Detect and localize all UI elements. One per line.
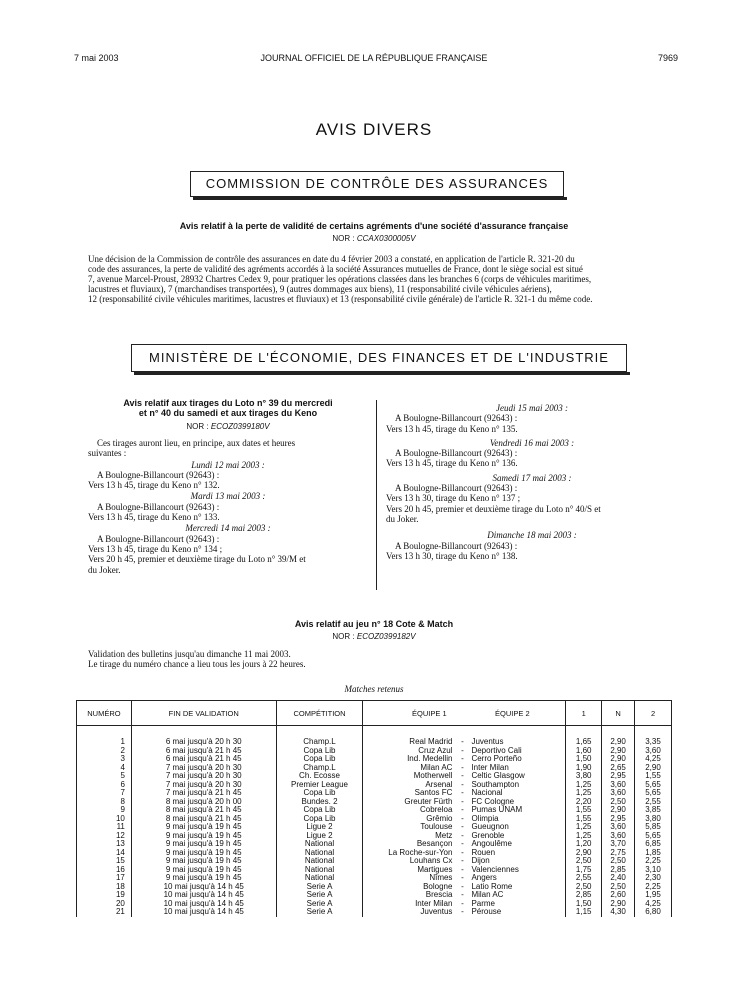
cell-equipes xyxy=(363,781,566,790)
body-line: code des assurances, la perte de validité des agréments accordés à la société Assurances mutuelles de France, dont le siège social est situé xyxy=(88,264,583,274)
team-separator: - xyxy=(461,839,464,848)
cell-numero: 20 xyxy=(77,900,132,909)
cell-equipes xyxy=(363,883,566,892)
cell-odds-n: 2,90 xyxy=(602,755,635,764)
cell-equipe-1: La Roche-sur-Yon xyxy=(388,847,453,857)
team-separator: - xyxy=(461,771,464,780)
header-journal: JOURNAL OFFICIEL DE LA RÉPUBLIQUE FRANÇAISE xyxy=(260,53,488,63)
team-separator: - xyxy=(461,890,464,899)
cell-equipe-1: Arsenal xyxy=(425,779,453,789)
team-separator: - xyxy=(461,864,464,874)
cell-equipe-2: Nacional xyxy=(471,788,503,797)
cell-equipe-1: Real Madrid xyxy=(409,737,453,746)
cell-odds-n: 2,90 xyxy=(602,747,635,756)
cell-equipes xyxy=(363,891,566,900)
cell-odds-n: 3,60 xyxy=(602,832,635,841)
cell-fin-validation: 8 mai jusqu'à 21 h 45 xyxy=(131,806,276,815)
cell-numero: 4 xyxy=(77,764,132,773)
cell-fin-validation: 7 mai jusqu'à 20 h 30 xyxy=(131,772,276,781)
team-separator: - xyxy=(461,745,464,755)
cell-numero: 3 xyxy=(77,755,132,764)
cell-equipes xyxy=(363,726,566,747)
cell-equipes xyxy=(363,755,566,764)
cell-odds-n: 3,70 xyxy=(602,840,635,849)
cell-competition: National xyxy=(276,840,363,849)
cell-equipe-2: Valenciennes xyxy=(471,864,519,874)
team-separator: - xyxy=(461,779,464,789)
cell-odds-n: 2,50 xyxy=(602,798,635,807)
cell-equipe-1: Milan AC xyxy=(420,762,453,772)
cell-fin-validation: 9 mai jusqu'à 19 h 45 xyxy=(131,832,276,841)
cell-fin-validation: 9 mai jusqu'à 19 h 45 xyxy=(131,849,276,858)
cell-fin-validation: 10 mai jusqu'à 14 h 45 xyxy=(131,883,276,892)
cell-odds-n: 4,30 xyxy=(602,908,635,917)
cell-equipe-1: Motherwell xyxy=(413,771,453,780)
cell-equipe-2: Pumas UNAM xyxy=(471,805,523,814)
cell-fin-validation: 9 mai jusqu'à 19 h 45 xyxy=(131,840,276,849)
body-line: Une décision de la Commission de contrôle des assurances en date du 4 février 2003 a constaté, en application de l'article R. 321-20 du xyxy=(88,254,575,264)
cell-odds-2: 4,25 xyxy=(635,900,672,909)
cell-odds-2: 2,90 xyxy=(635,764,672,773)
cell-odds-1: 2,20 xyxy=(566,798,602,807)
cell-competition: Serie A xyxy=(276,908,363,917)
team-separator: - xyxy=(461,754,464,763)
cell-equipes xyxy=(363,806,566,815)
cell-competition: Bundes. 2 xyxy=(276,798,363,807)
cell-odds-2: 5,65 xyxy=(635,781,672,790)
cell-odds-n: 3,60 xyxy=(602,781,635,790)
cell-numero: 21 xyxy=(77,908,132,917)
cell-equipes xyxy=(363,832,566,841)
table-row xyxy=(77,726,672,747)
cell-odds-2: 1,85 xyxy=(635,849,672,858)
cell-competition: Copa Lib xyxy=(276,815,363,824)
team-separator: - xyxy=(461,856,464,865)
cell-odds-1: 2,50 xyxy=(566,883,602,892)
cell-numero: 1 xyxy=(77,726,132,747)
cell-equipe-2: Deportivo Cali xyxy=(471,745,522,755)
team-separator: - xyxy=(461,881,464,891)
team-separator: - xyxy=(461,737,464,746)
section-box-ministere: MINISTÈRE DE L'ÉCONOMIE, DES FINANCES ET DE L'INDUSTRIE xyxy=(131,344,627,372)
date-vendredi: Vendredi 16 mai 2003 : xyxy=(489,437,575,448)
cell-competition: National xyxy=(276,866,363,875)
cell-equipes xyxy=(363,772,566,781)
header-competition: COMPÉTITION xyxy=(276,701,363,726)
cell-equipe-1: Louhans Cx xyxy=(409,856,453,865)
cell-fin-validation: 10 mai jusqu'à 14 h 45 xyxy=(131,908,276,917)
cell-equipe-1: Greuter Fürth xyxy=(404,796,453,806)
cell-numero: 14 xyxy=(77,849,132,858)
cell-odds-n: 2,50 xyxy=(602,857,635,866)
body-line: 7, avenue Marcel-Proust, 28932 Chartres Cedex 9, pour pratiquer les opérations classées dans les branches 6 (corps de véhicules maritimes, xyxy=(88,274,592,284)
cell-fin-validation: 9 mai jusqu'à 19 h 45 xyxy=(131,874,276,883)
body-line: 12 (responsabilité civile véhicules maritimes, lacustres et fluviaux) et 13 (responsabilité civile générale) de l'article R. 321-1 du même code. xyxy=(88,294,593,304)
cell-competition: Ch. Ecosse xyxy=(276,772,363,781)
cell-equipes xyxy=(363,849,566,858)
cell-odds-1: 1,25 xyxy=(566,781,602,790)
cell-equipe-2: Dijon xyxy=(471,856,490,865)
body-line: lacustres et fluviaux), 7 (marchandises transportées), 9 (autres dommages aux biens), 11 (responsabilité civile véhicules aériens), xyxy=(88,284,552,294)
avis-body-assurance xyxy=(88,254,678,304)
loto-column-left: Ces tirages auront lieu, en principe, aux dates et heures suivantes : Lundi 12 mai 2003 : A Boulogne-Billancourt (92643) : Vers 13 h 45, tirage du Keno n° 132. Mardi 13 mai 2003 : A Boulogne-Billancourt (92643) : Vers 13 h 45, tirage du Keno n° 133. Mercredi 14 mai 2003 : A Boulogne-Billancourt (92643) : Vers 13 h 45, tirage du Keno n° 134 ; Vers 20 h 45, premier et deuxième tirage du Loto n° 39/M et du Joker. xyxy=(88,438,368,575)
cell-equipe-1: Cobreloa xyxy=(419,805,453,814)
cell-equipe-1: Santos FC xyxy=(414,788,453,797)
nor-loto: NOR : ECOZ0399180V xyxy=(186,422,270,431)
cell-odds-1: 2,90 xyxy=(566,849,602,858)
avis-title-assurance: Avis relatif à la perte de validité de certains agréments d'une société d'assurance française xyxy=(179,221,569,231)
header-equipes: ÉQUIPE 1 ÉQUIPE 2 xyxy=(363,701,566,726)
cell-equipes xyxy=(363,815,566,824)
matches-table-body xyxy=(77,726,672,917)
page-title: AVIS DIVERS xyxy=(315,120,433,139)
team-separator: - xyxy=(461,813,464,823)
team-separator: - xyxy=(461,822,464,831)
cell-numero: 2 xyxy=(77,747,132,756)
cell-odds-1: 2,55 xyxy=(566,874,602,883)
cell-odds-n: 3,60 xyxy=(602,789,635,798)
cell-odds-2: 6,80 xyxy=(635,908,672,917)
cell-odds-2: 2,25 xyxy=(635,883,672,892)
cell-fin-validation: 10 mai jusqu'à 14 h 45 xyxy=(131,891,276,900)
header-odds-n: N xyxy=(602,701,635,726)
cell-fin-validation: 6 mai jusqu'à 21 h 45 xyxy=(131,747,276,756)
cell-equipes xyxy=(363,900,566,909)
cell-competition: Copa Lib xyxy=(276,755,363,764)
table-row xyxy=(77,908,672,917)
cell-odds-2: 3,60 xyxy=(635,747,672,756)
cell-odds-2: 3,35 xyxy=(635,726,672,747)
cell-odds-n: 2,90 xyxy=(602,806,635,815)
cell-fin-validation: 10 mai jusqu'à 14 h 45 xyxy=(131,900,276,909)
cell-equipe-2: Angers xyxy=(471,873,497,882)
cell-equipe-1: Besançon xyxy=(416,839,453,848)
cell-equipes xyxy=(363,908,566,917)
cell-equipe-2: Inter Milan xyxy=(471,762,509,772)
cell-numero: 12 xyxy=(77,832,132,841)
cell-fin-validation: 9 mai jusqu'à 19 h 45 xyxy=(131,823,276,832)
team-separator: - xyxy=(461,898,464,908)
avis-title-cote-match: Avis relatif au jeu n° 18 Cote & Match xyxy=(294,619,454,629)
date-dimanche: Dimanche 18 mai 2003 : xyxy=(487,530,577,541)
cell-competition: Serie A xyxy=(276,891,363,900)
cell-equipes xyxy=(363,798,566,807)
cell-competition: Champ.L xyxy=(276,726,363,747)
cell-fin-validation: 6 mai jusqu'à 21 h 45 xyxy=(131,755,276,764)
cell-odds-2: 6,85 xyxy=(635,840,672,849)
cell-fin-validation: 9 mai jusqu'à 19 h 45 xyxy=(131,866,276,875)
cell-numero: 11 xyxy=(77,823,132,832)
cell-numero: 6 xyxy=(77,781,132,790)
team-separator: - xyxy=(461,847,464,857)
cell-equipes xyxy=(363,789,566,798)
cell-odds-n: 3,60 xyxy=(602,823,635,832)
cell-equipe-1: Bologne xyxy=(423,881,453,891)
cell-numero: 15 xyxy=(77,857,132,866)
cell-fin-validation: 8 mai jusqu'à 21 h 45 xyxy=(131,815,276,824)
team-separator: - xyxy=(461,830,464,840)
cell-equipes xyxy=(363,764,566,773)
cell-odds-1: 1,20 xyxy=(566,840,602,849)
cell-equipes xyxy=(363,866,566,875)
cell-odds-1: 1,15 xyxy=(566,908,602,917)
cell-odds-2: 5,85 xyxy=(635,823,672,832)
cell-equipe-1: Toulouse xyxy=(420,822,453,831)
header-fin-validation: FIN DE VALIDATION xyxy=(131,701,276,726)
cell-numero: 17 xyxy=(77,874,132,883)
header-date: 7 mai 2003 xyxy=(74,53,119,63)
nor-assurance: NOR : CCAX0300005V xyxy=(332,234,416,243)
team-separator: - xyxy=(461,907,464,916)
cell-competition: Copa Lib xyxy=(276,789,363,798)
cell-equipe-2: Celtic Glasgow xyxy=(471,771,525,780)
cell-equipe-1: Metz xyxy=(435,830,453,840)
cell-odds-1: 1,75 xyxy=(566,866,602,875)
team-separator: - xyxy=(461,762,464,772)
cell-odds-1: 3,80 xyxy=(566,772,602,781)
cell-odds-2: 2,25 xyxy=(635,857,672,866)
cell-competition: Premier League xyxy=(276,781,363,790)
cell-competition: Ligue 2 xyxy=(276,823,363,832)
cell-fin-validation: 9 mai jusqu'à 19 h 45 xyxy=(131,857,276,866)
cell-odds-2: 3,85 xyxy=(635,806,672,815)
cell-numero: 10 xyxy=(77,815,132,824)
cell-odds-n: 2,95 xyxy=(602,815,635,824)
cell-odds-2: 3,80 xyxy=(635,815,672,824)
matches-table xyxy=(76,700,672,917)
cell-equipe-2: Juventus xyxy=(471,737,504,746)
cell-competition: Serie A xyxy=(276,883,363,892)
cell-odds-n: 2,60 xyxy=(602,891,635,900)
cell-equipe-2: Angoulême xyxy=(471,839,512,848)
cell-odds-1: 1,55 xyxy=(566,806,602,815)
cell-fin-validation: 6 mai jusqu'à 20 h 30 xyxy=(131,726,276,747)
cell-competition: Serie A xyxy=(276,900,363,909)
cell-odds-2: 4,25 xyxy=(635,755,672,764)
cell-numero: 8 xyxy=(77,798,132,807)
column-divider xyxy=(376,400,377,590)
cell-fin-validation: 7 mai jusqu'à 21 h 45 xyxy=(131,789,276,798)
cell-odds-1: 2,50 xyxy=(566,857,602,866)
cell-odds-1: 1,25 xyxy=(566,823,602,832)
cell-fin-validation: 8 mai jusqu'à 20 h 00 xyxy=(131,798,276,807)
cell-equipe-2: Grenoble xyxy=(471,830,505,840)
cell-numero: 5 xyxy=(77,772,132,781)
cell-odds-1: 1,90 xyxy=(566,764,602,773)
cell-competition: Champ.L xyxy=(276,764,363,773)
cell-equipe-2: Olimpia xyxy=(471,813,499,823)
cell-odds-1: 1,25 xyxy=(566,789,602,798)
cell-odds-1: 1,55 xyxy=(566,815,602,824)
cell-competition: Copa Lib xyxy=(276,806,363,815)
table-header-row xyxy=(77,701,672,726)
table-caption: Matches retenus xyxy=(344,684,404,694)
cell-equipe-2: Latio Rome xyxy=(471,881,513,891)
cell-odds-n: 2,90 xyxy=(602,900,635,909)
cell-odds-n: 2,50 xyxy=(602,883,635,892)
cell-competition: National xyxy=(276,857,363,866)
cell-odds-1: 1,65 xyxy=(566,726,602,747)
cell-odds-n: 2,90 xyxy=(602,726,635,747)
cell-equipe-1: Grêmio xyxy=(426,813,453,823)
cell-odds-1: 1,50 xyxy=(566,755,602,764)
cell-equipe-1: Brescia xyxy=(425,890,453,899)
header-odds-1: 1 xyxy=(566,701,602,726)
cell-odds-n: 2,95 xyxy=(602,772,635,781)
cell-odds-1: 1,25 xyxy=(566,832,602,841)
nor-cote-match: NOR : ECOZ0399182V xyxy=(332,632,416,641)
cell-competition: National xyxy=(276,849,363,858)
cell-odds-1: 2,85 xyxy=(566,891,602,900)
team-separator: - xyxy=(461,788,464,797)
cell-numero: 16 xyxy=(77,866,132,875)
cell-equipes xyxy=(363,857,566,866)
cell-equipe-2: Milan AC xyxy=(471,890,504,899)
date-jeudi: Jeudi 15 mai 2003 : xyxy=(496,403,568,413)
cell-equipe-1: Ind. Medellin xyxy=(407,754,453,763)
cell-odds-n: 2,40 xyxy=(602,874,635,883)
team-separator: - xyxy=(461,873,464,882)
cell-equipe-2: Cerro Porteño xyxy=(471,754,522,763)
cell-odds-2: 5,65 xyxy=(635,832,672,841)
cell-odds-2: 1,55 xyxy=(635,772,672,781)
cell-odds-2: 2,30 xyxy=(635,874,672,883)
cell-competition: Ligue 2 xyxy=(276,832,363,841)
cell-equipe-2: Gueugnon xyxy=(471,822,509,831)
cell-odds-2: 3,10 xyxy=(635,866,672,875)
cell-equipes xyxy=(363,747,566,756)
date-lundi: Lundi 12 mai 2003 : xyxy=(191,459,265,470)
cell-numero: 19 xyxy=(77,891,132,900)
cell-equipe-2: FC Cologne xyxy=(471,796,515,806)
team-separator: - xyxy=(461,796,464,806)
avis-title-loto: Avis relatif aux tirages du Loto n° 39 du mercredi et n° 40 du samedi et aux tirages du Keno xyxy=(123,398,333,418)
cell-odds-2: 5,65 xyxy=(635,789,672,798)
cell-equipes xyxy=(363,823,566,832)
cell-equipes xyxy=(363,874,566,883)
cell-equipe-1: Cruz Azul xyxy=(418,745,453,755)
date-mercredi: Mercredi 14 mai 2003 : xyxy=(185,523,271,534)
cell-numero: 18 xyxy=(77,883,132,892)
cell-fin-validation: 7 mai jusqu'à 20 h 30 xyxy=(131,781,276,790)
cell-equipe-1: Juventus xyxy=(420,907,453,916)
section-box-commission: COMMISSION DE CONTRÔLE DES ASSURANCES xyxy=(190,171,564,197)
cell-odds-n: 2,85 xyxy=(602,866,635,875)
cote-intro: Validation des bulletins jusqu'au dimanche 11 mai 2003. Le tirage du numéro chance a lieu tous les jours à 22 heures. xyxy=(88,649,306,670)
header-page-number: 7969 xyxy=(657,53,678,63)
cell-equipe-1: Martigues xyxy=(417,864,453,874)
cell-competition: National xyxy=(276,874,363,883)
team-separator: - xyxy=(461,805,464,814)
cell-competition: Copa Lib xyxy=(276,747,363,756)
date-samedi: Samedi 17 mai 2003 : xyxy=(492,472,572,483)
header-numero: NUMÉRO xyxy=(77,701,132,726)
cell-odds-2: 2,55 xyxy=(635,798,672,807)
cell-odds-2: 1,95 xyxy=(635,891,672,900)
cell-equipe-2: Rouen xyxy=(471,847,496,857)
cell-equipe-1: Inter Milan xyxy=(415,898,453,908)
cell-equipe-1: Nîmes xyxy=(429,873,453,882)
cell-odds-1: 1,50 xyxy=(566,900,602,909)
header-odds-2: 2 xyxy=(635,701,672,726)
cell-equipe-2: Parme xyxy=(471,898,495,908)
cell-equipe-2: Southampton xyxy=(471,779,520,789)
date-mardi: Mardi 13 mai 2003 : xyxy=(190,491,266,502)
cell-equipe-2: Pérouse xyxy=(471,907,502,916)
cell-numero: 9 xyxy=(77,806,132,815)
cell-odds-n: 2,65 xyxy=(602,764,635,773)
cell-fin-validation: 7 mai jusqu'à 20 h 30 xyxy=(131,764,276,773)
loto-column-right: Jeudi 15 mai 2003 : A Boulogne-Billancourt (92643) : Vers 13 h 45, tirage du Keno n° 135. Vendredi 16 mai 2003 : A Boulogne-Billancourt (92643) : Vers 13 h 45, tirage du Keno n° 136. Samedi 17 mai 2003 : A Boulogne-Billancourt (92643) : Vers 13 h 30, tirage du Keno n° 137 ; Vers 20 h 45, premier et deuxième tirage du Loto n° 40/S et du Joker. Dimanche 18 mai 2003 : A Boulogne-Billancourt (92643) : Vers 13 h 30, tirage du Keno n° 138. xyxy=(386,402,678,561)
cell-numero: 13 xyxy=(77,840,132,849)
cell-odds-1: 1,60 xyxy=(566,747,602,756)
cell-odds-n: 2,75 xyxy=(602,849,635,858)
page-header xyxy=(0,53,748,67)
cell-numero: 7 xyxy=(77,789,132,798)
